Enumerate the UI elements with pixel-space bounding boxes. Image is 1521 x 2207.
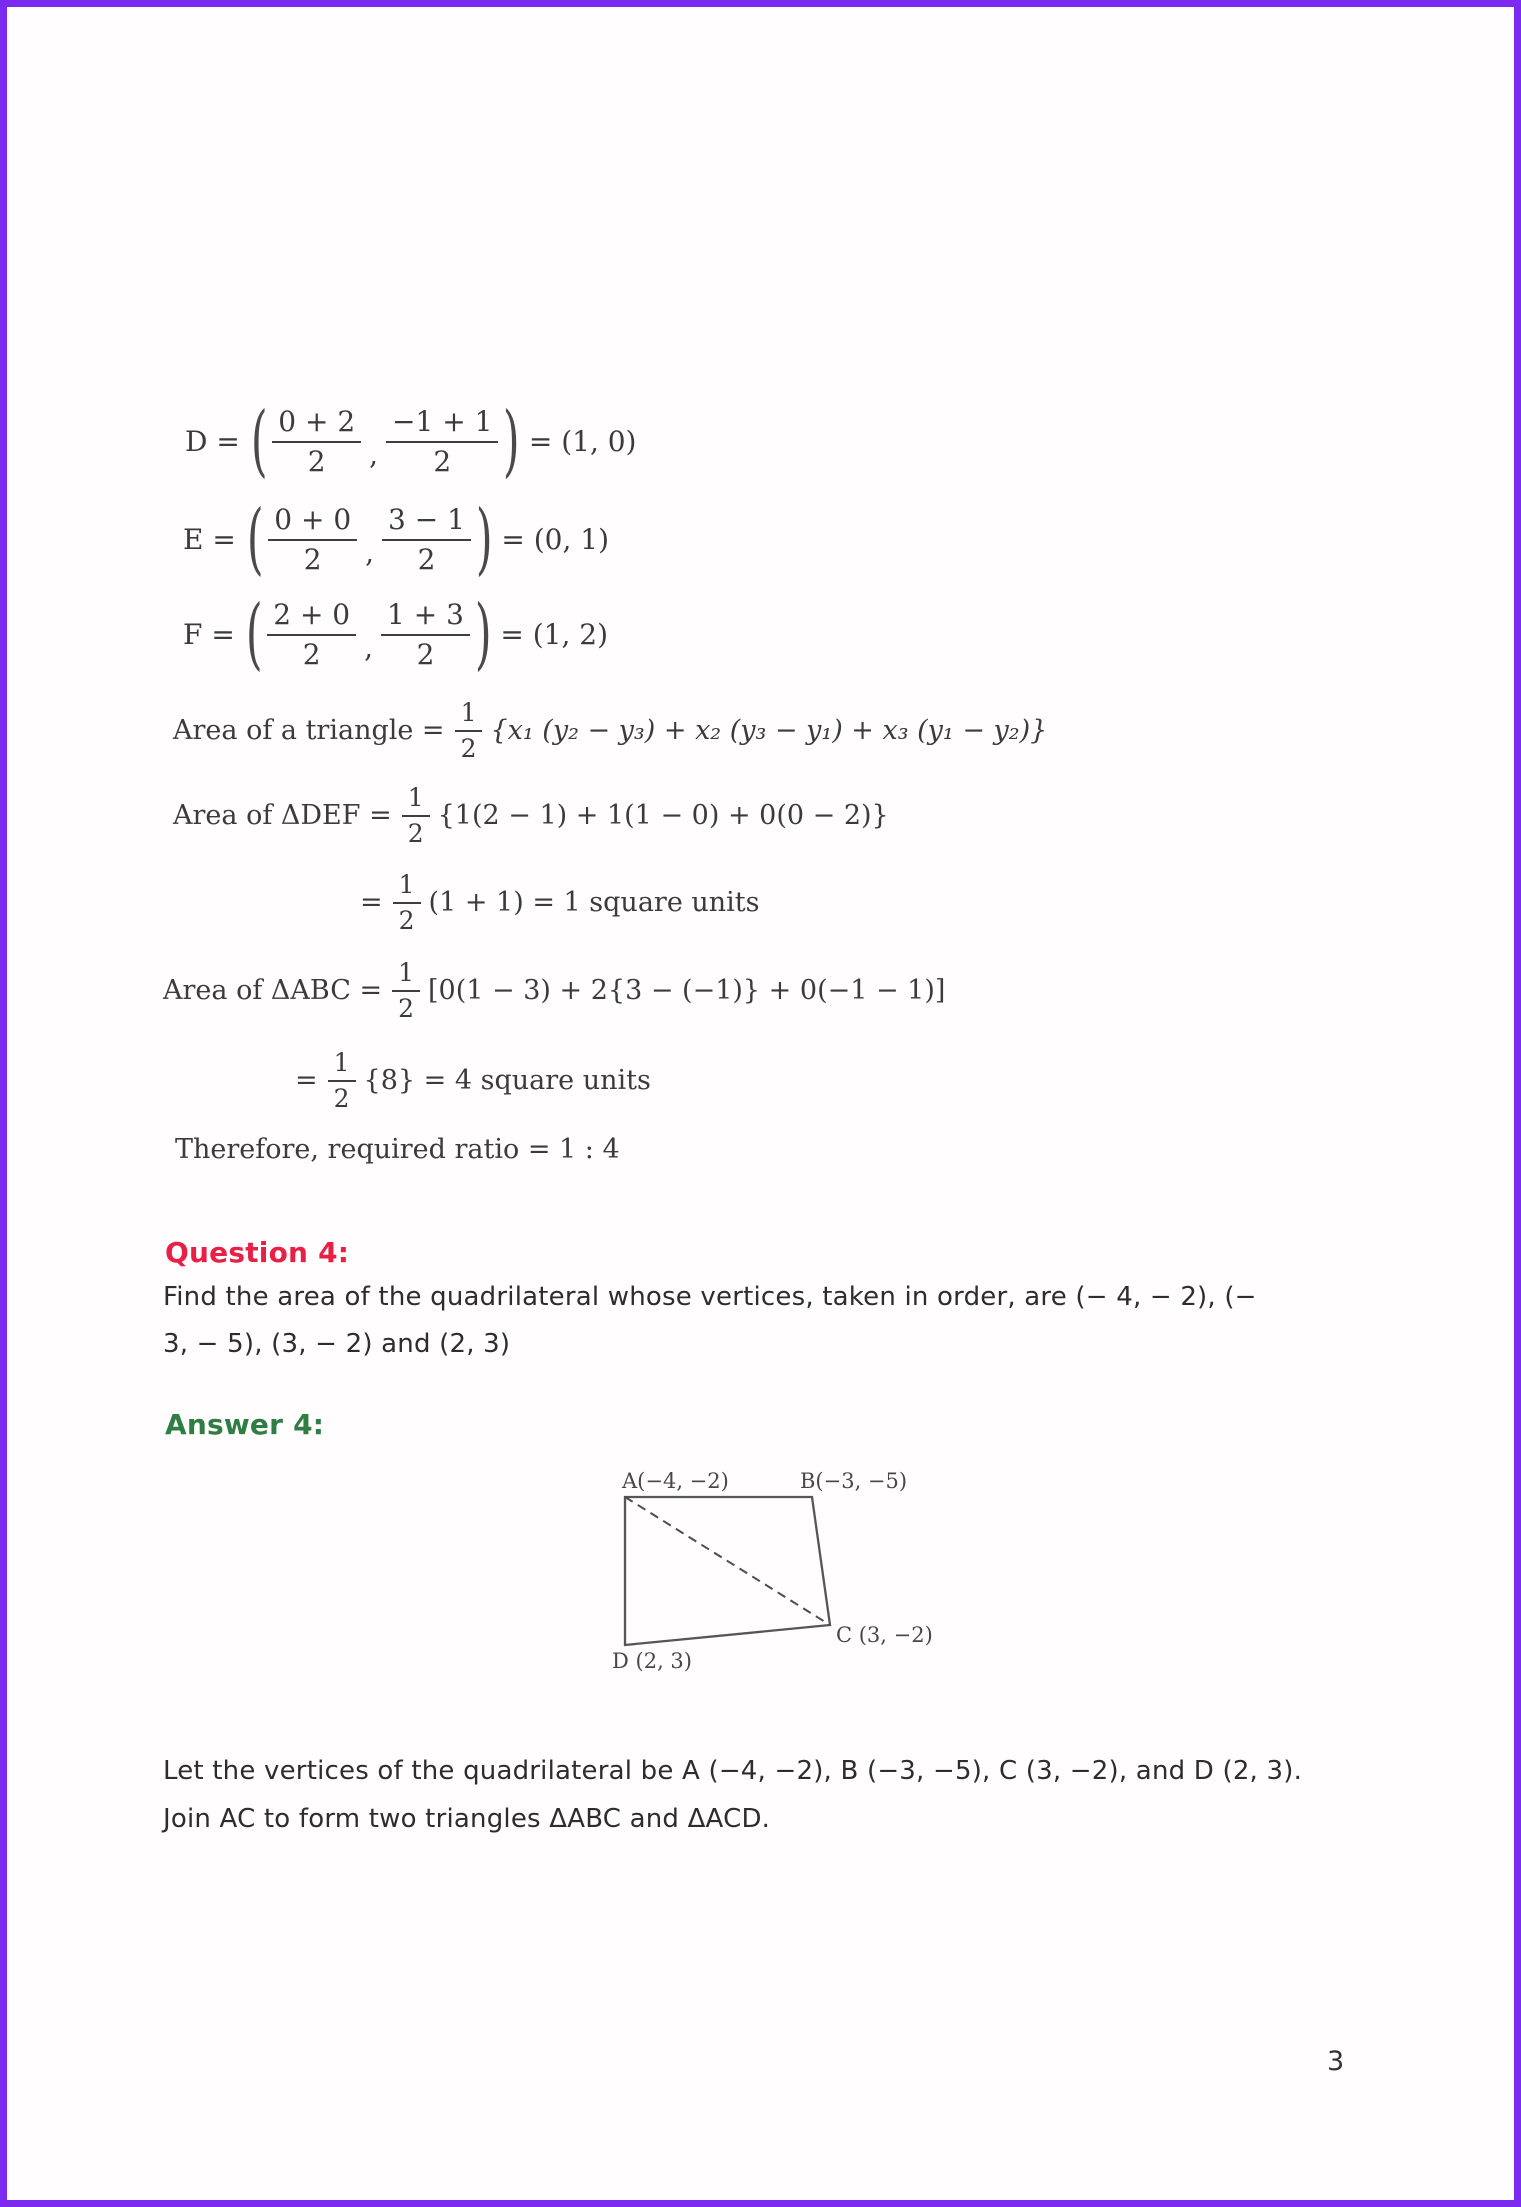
fraction-one-half (455, 698, 483, 763)
page-number: 3 (1327, 2046, 1345, 2077)
big-close-paren: ) (474, 589, 492, 680)
denominator: 2 (333, 1084, 350, 1113)
comma: , (365, 536, 375, 569)
denominator: 2 (302, 638, 321, 671)
big-open-paren: ( (250, 396, 268, 487)
vertex-label-c: C (3, −2) (836, 1623, 933, 1647)
vertex-label-a: A(−4, −2) (622, 1469, 729, 1493)
numerator: −1 + 1 (386, 405, 498, 443)
denominator: 2 (417, 543, 436, 576)
big-close-paren: ) (475, 494, 493, 585)
answer-heading: Answer 4: (165, 1408, 325, 1441)
formula-lhs: E = (183, 523, 236, 556)
fraction-one-half (402, 783, 430, 848)
formula-expression: [0(1 − 3) + 2{3 − (−1)} + 0(−1 − 1)] (428, 975, 946, 1006)
formula-expression: {1(2 − 1) + 1(1 − 0) + 0(0 − 2)} (437, 800, 889, 831)
numerator: 0 + 0 (268, 503, 357, 541)
numerator: 1 (455, 698, 483, 732)
numerator: 1 (328, 1048, 356, 1082)
denominator: 2 (416, 638, 435, 671)
fraction-one-half (393, 870, 421, 935)
answer-text-line: Join AC to form two triangles ΔABC and ΔACD. (163, 1804, 771, 1834)
formula-abc-result (295, 1048, 651, 1113)
formula-lhs: Area of a triangle = (173, 715, 445, 746)
denominator: 2 (307, 445, 326, 478)
fraction-one-half (328, 1048, 356, 1113)
formula-lhs: Area of ΔDEF = (173, 800, 392, 831)
formula-area-abc (163, 958, 945, 1023)
formula-lhs: F = (183, 618, 235, 651)
quadrilateral-diagram (560, 1440, 960, 1700)
numerator: 0 + 2 (272, 405, 361, 443)
denominator: 2 (398, 906, 415, 935)
formula-area-def (173, 783, 889, 848)
fraction (267, 598, 356, 671)
equals-sign: = (295, 1065, 318, 1096)
formula-expression: {8} = 4 square units (363, 1065, 651, 1096)
numerator: 1 (393, 870, 421, 904)
comma: , (364, 631, 374, 664)
numerator: 1 (392, 958, 420, 992)
vertex-label-b: B(−3, −5) (800, 1469, 908, 1493)
quadrilateral-outline (625, 1497, 830, 1645)
comma: , (369, 438, 379, 471)
denominator: 2 (303, 543, 322, 576)
denominator: 2 (433, 445, 452, 478)
question-text-line: Find the area of the quadrilateral whose vertices, taken in order, are (− 4, − 2), (− (163, 1282, 1257, 1312)
question-text-line: 3, − 5), (3, − 2) and (2, 3) (163, 1329, 511, 1359)
fraction-one-half (392, 958, 420, 1023)
formula-lhs: Area of ΔABC = (163, 975, 383, 1006)
formula-expression: (1 + 1) = 1 square units (428, 887, 760, 918)
question-heading: Question 4: (165, 1236, 350, 1269)
equals-sign: = (360, 887, 383, 918)
formula-lhs: D = (185, 425, 240, 458)
diagonal-ac-dashed-line (625, 1497, 830, 1625)
formula-midpoint-e (183, 494, 610, 585)
big-open-paren: ( (245, 589, 263, 680)
formula-def-result (360, 870, 760, 935)
formula-midpoint-f (183, 589, 608, 680)
formula-midpoint-d (185, 396, 637, 487)
big-close-paren: ) (503, 396, 520, 487)
denominator: 2 (460, 734, 477, 763)
ratio-conclusion: Therefore, required ratio = 1 : 4 (175, 1134, 620, 1165)
fraction (381, 598, 470, 671)
vertex-label-d: D (2, 3) (612, 1649, 692, 1673)
denominator: 2 (398, 994, 415, 1023)
formula-result: = (1, 2) (500, 618, 608, 651)
big-open-paren: ( (246, 494, 264, 585)
formula-expression: {x₁ (y₂ − y₃) + x₂ (y₃ − y₁) + x₃ (y₁ − y₂)} (490, 715, 1048, 746)
formula-result: = (0, 1) (501, 523, 610, 556)
denominator: 2 (407, 819, 424, 848)
numerator: 2 + 0 (267, 598, 356, 636)
paper-background (7, 7, 1514, 2200)
answer-text-line: Let the vertices of the quadrilateral be A (−4, −2), B (−3, −5), C (3, −2), and D (2, 3). (163, 1756, 1303, 1786)
formula-area-triangle (173, 698, 1047, 763)
numerator: 1 + 3 (381, 598, 470, 636)
fraction (272, 405, 361, 478)
fraction (382, 503, 471, 576)
fraction (386, 405, 498, 478)
numerator: 3 − 1 (382, 503, 471, 541)
formula-result: = (1, 0) (528, 425, 637, 458)
fraction (268, 503, 357, 576)
numerator: 1 (402, 783, 430, 817)
